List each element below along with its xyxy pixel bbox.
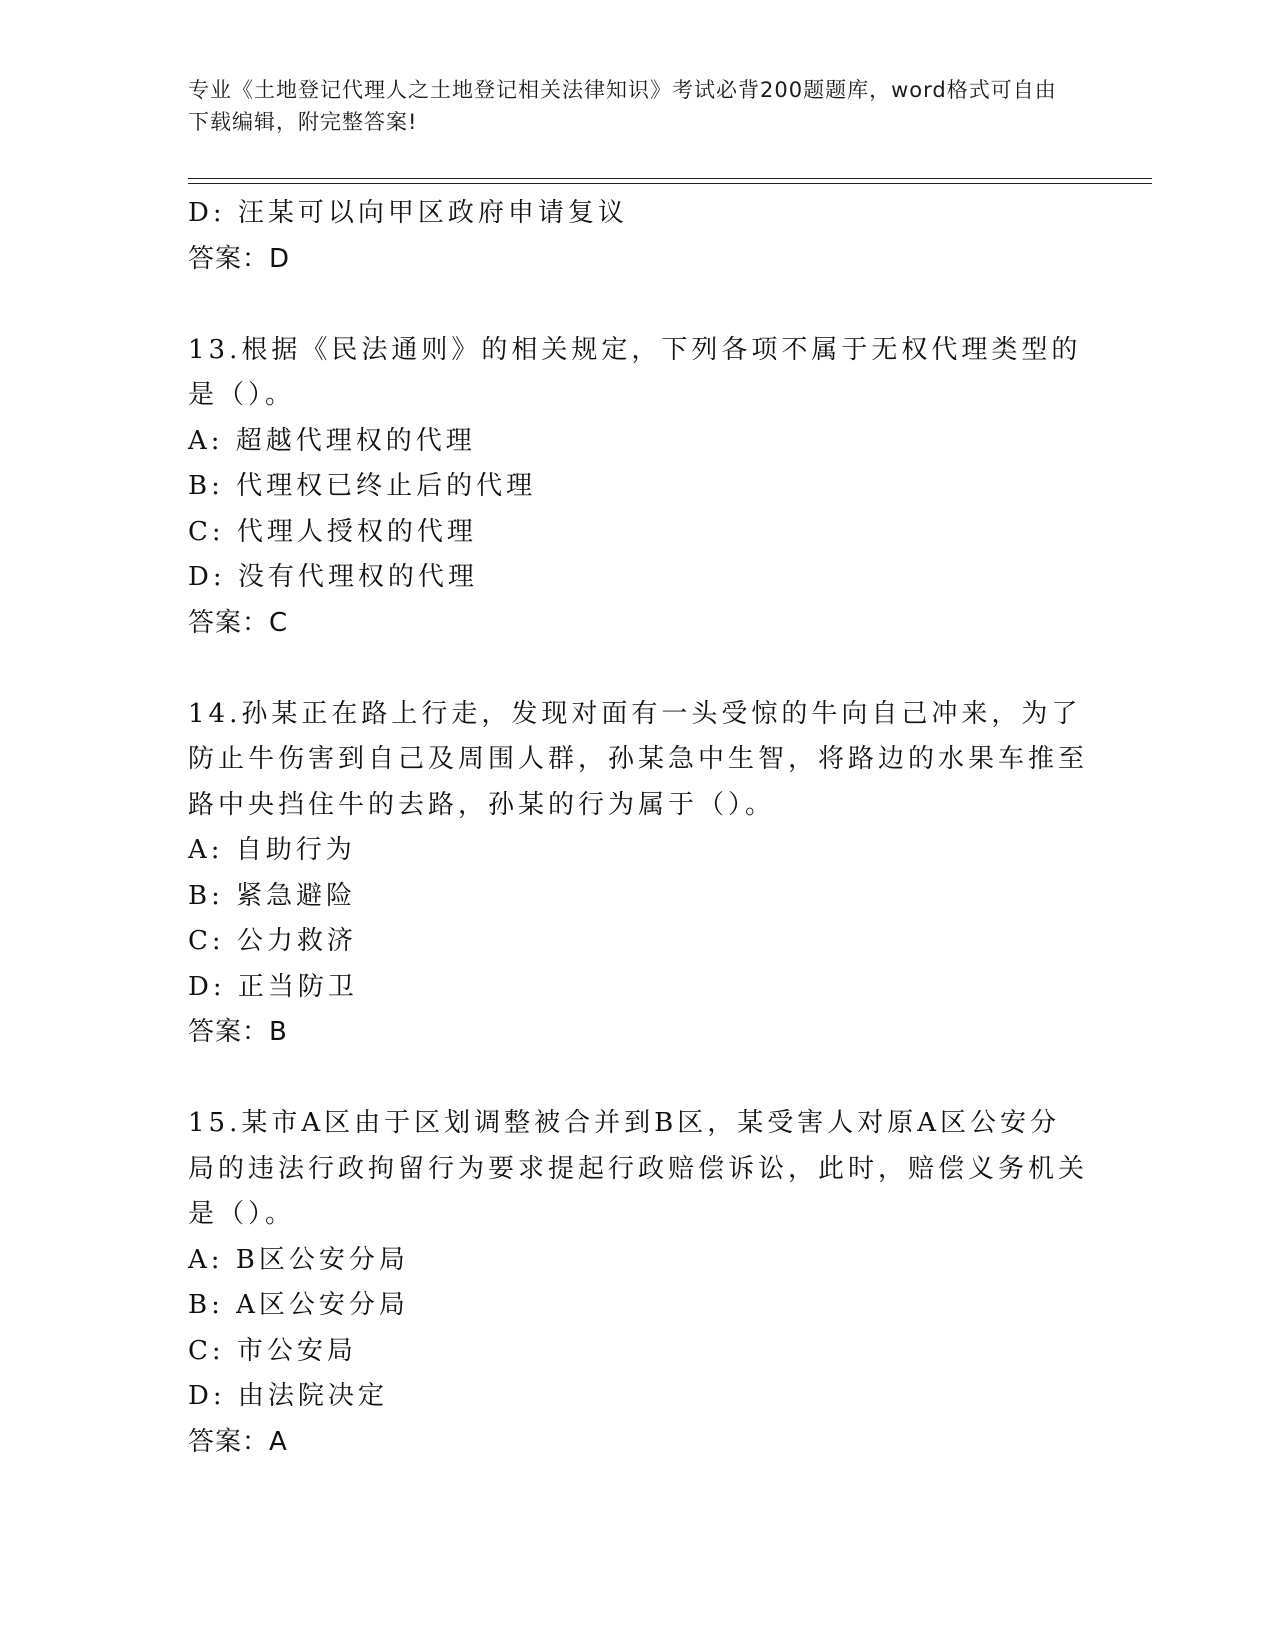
answer: 答案：C [188,607,289,638]
prev-question-option-d: D: 汪某可以向甲区政府申请复议 [188,198,628,228]
document-body [188,191,1088,1465]
question-14 [188,692,1088,1056]
option-d: D: 由法院决定 [188,1381,388,1411]
prev-question-answer: 答案：D [188,243,291,274]
option-a: A: 自助行为 [188,835,356,865]
option-b: B: 紧急避险 [188,880,357,911]
option-b: B: A区公安分局 [188,1290,409,1320]
answer: 答案：B [188,1017,288,1047]
option-c: C: 市公安局 [188,1335,357,1366]
answer: 答案：A [188,1426,288,1457]
option-a: A: B区公安分局 [188,1244,409,1275]
spacer [188,282,1088,328]
spacer [188,646,1088,692]
question-stem: 14.孙某正在路上行走，发现对面有一头受惊的牛向自己冲来，为了防止牛伤害到自己及周围人群，孙某急中生智，将路边的水果车推至路中央挡住牛的去路，孙某的行为属于（）。 [188,698,1089,820]
option-a: A: 超越代理权的代理 [188,425,476,456]
document-header: 专业《土地登记代理人之土地登记相关法律知识》考试必背200题题库，word格式可自由下载编辑，附完整答案! [188,78,1057,134]
question-stem: 15.某市A区由于区划调整被合并到B区，某受害人对原A区公安分局的违法行政拘留行为要求提起行政赔偿诉讼，此时，赔偿义务机关是（）。 [188,1108,1089,1229]
question-15 [188,1101,1088,1465]
question-13 [188,328,1088,647]
option-b: B: 代理权已终止后的代理 [188,471,537,501]
option-d: D: 没有代理权的代理 [188,562,478,592]
question-stem: 13.根据《民法通则》的相关规定，下列各项不属于无权代理类型的是（）。 [188,334,1082,410]
option-c: C: 代理人授权的代理 [188,516,477,547]
option-c: C: 公力救济 [188,926,357,956]
spacer [188,1056,1088,1102]
option-d: D: 正当防卫 [188,971,358,1002]
header-double-rule [188,178,1152,184]
